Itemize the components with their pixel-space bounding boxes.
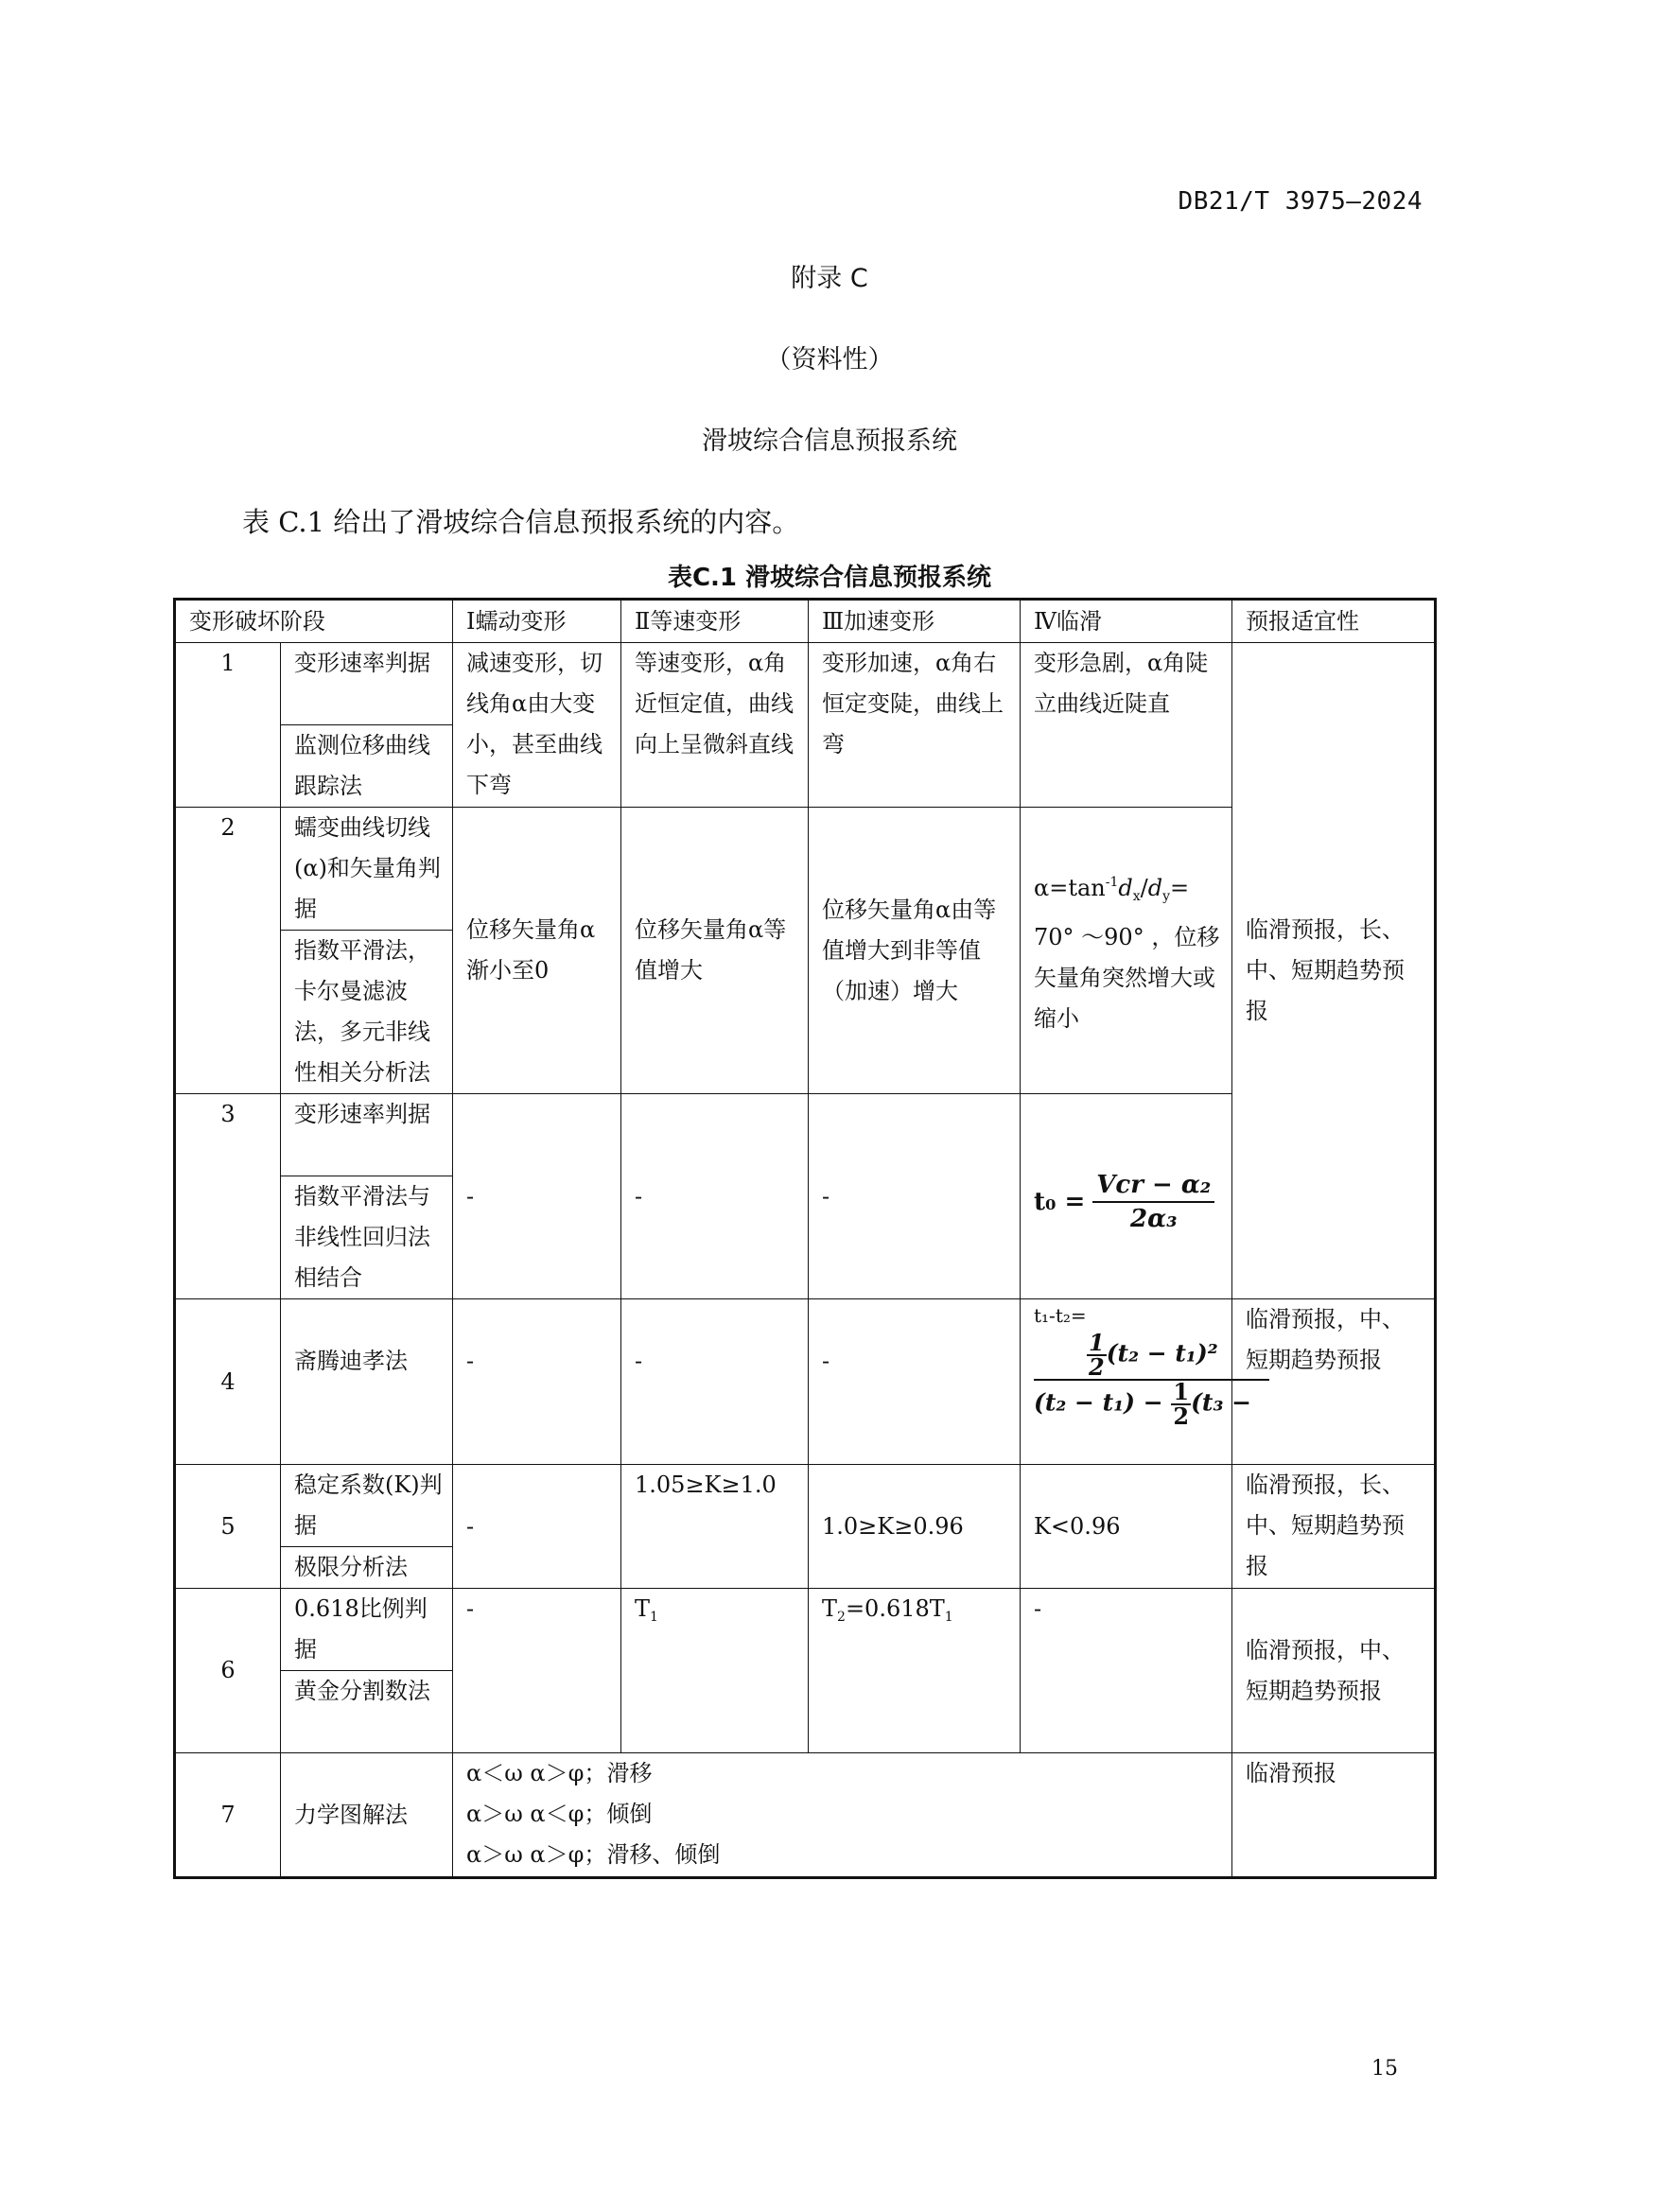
t2-symbol: T: [822, 1595, 838, 1622]
half-one: 1: [1089, 1329, 1105, 1356]
stage4-cell: 变形急剧，α角陡立曲线近陡直: [1021, 643, 1232, 808]
ratio-text: =0.618T: [845, 1595, 945, 1622]
criterion-cell: 变形速率判据: [281, 1094, 453, 1176]
t1-symbol: T: [635, 1595, 651, 1622]
criterion-cell: 蠕变曲线切线(α)和矢量角判据: [281, 808, 453, 931]
method-cell: 极限分析法: [281, 1547, 453, 1589]
formula-eq: =: [1170, 874, 1190, 901]
row-number: 6: [175, 1589, 281, 1753]
appendix-title: 附录 C: [791, 264, 868, 293]
appendix-subject: 滑坡综合信息预报系统: [702, 427, 957, 456]
row-number: 5: [175, 1465, 281, 1589]
formula-bottom-a: (t₂ − t₁) −: [1034, 1388, 1163, 1417]
formula-sub: x: [1132, 888, 1141, 904]
formula-dx: d: [1118, 874, 1133, 901]
stage1-cell: 减速变形，切线角α由大变小，甚至曲线下弯: [453, 643, 621, 808]
condition-line: α＞ω α＞φ；滑移、倾倒: [466, 1841, 721, 1868]
half-two: 2: [1089, 1353, 1105, 1381]
half-fraction: [1171, 1378, 1191, 1430]
row-number: 3: [175, 1094, 281, 1299]
stage1-cell: 位移矢量角α渐小至0: [453, 808, 621, 1094]
stage3-cell: [809, 1589, 1021, 1753]
stage2-cell: -: [621, 1299, 809, 1465]
method-cell: 黄金分割数法: [281, 1671, 453, 1753]
table-row: [175, 1465, 1436, 1547]
header-constant: Ⅱ等速变形: [621, 600, 809, 643]
table-caption: 表C.1 滑坡综合信息预报系统: [667, 564, 992, 592]
formula-lhs: t₀ =: [1034, 1187, 1086, 1216]
suitability-cell: 临滑预报，长、中、短期趋势预报: [1232, 643, 1436, 1299]
saito-formula-cell: [1021, 1299, 1252, 1465]
method-cell: 力学图解法: [281, 1753, 453, 1878]
header-creep: Ⅰ蠕动变形: [453, 600, 621, 643]
formula-slash: /: [1140, 874, 1148, 901]
t1-subscript: 1: [944, 1610, 953, 1625]
stage1-cell: -: [453, 1299, 621, 1465]
formula-top: [1034, 1329, 1231, 1381]
t1-subscript: 1: [650, 1610, 658, 1625]
formula-label: t₁-t₂=: [1034, 1304, 1087, 1327]
page-number: 15: [1371, 2057, 1398, 2081]
stage2-cell: -: [621, 1094, 809, 1299]
method-cell: 指数平滑法，卡尔曼滤波法，多元非线性相关分析法: [281, 931, 453, 1094]
formula-bottom-b: (t₃ −: [1191, 1388, 1252, 1417]
table-header-row: [175, 600, 1436, 643]
method-cell: 斋腾迪孝法: [281, 1299, 453, 1465]
row-number: 1: [175, 643, 281, 808]
method-cell: 监测位移曲线跟踪法: [281, 725, 453, 808]
stage3-cell: -: [809, 1299, 1021, 1465]
half-fraction: [1087, 1329, 1107, 1381]
intro-paragraph: 表 C.1 给出了滑坡综合信息预报系统的内容。: [242, 506, 800, 538]
criterion-cell: 变形速率判据: [281, 643, 453, 725]
criterion-cell: 稳定系数(K)判据: [281, 1465, 453, 1547]
stage2-cell: [621, 1589, 809, 1753]
stage1-cell: -: [453, 1465, 621, 1589]
table-row: [175, 1299, 1436, 1465]
header-accelerate: Ⅲ加速变形: [809, 600, 1021, 643]
condition-line: α＞ω α＜φ；倾倒: [466, 1801, 653, 1827]
formula-bottom: [1034, 1379, 1269, 1428]
formula-alpha: α=tan: [1034, 874, 1106, 901]
header-suitability: 预报适宜性: [1232, 600, 1436, 643]
row-number: 2: [175, 808, 281, 1094]
suitability-cell: 临滑预报，长、中、短期趋势预报: [1232, 1465, 1436, 1589]
formula-denominator: 2α₃: [1129, 1205, 1178, 1233]
stage4-cell: K<0.96: [1021, 1465, 1232, 1589]
saito-formula: [1034, 1329, 1252, 1430]
condition-line: α＜ω α＞φ；滑移: [466, 1760, 653, 1786]
appendix-nature: （资料性）: [765, 345, 894, 374]
stage1-cell: -: [453, 1589, 621, 1753]
formula-numerator: Vcr − α₂: [1092, 1169, 1214, 1203]
header-imminent: Ⅳ临滑: [1021, 600, 1232, 643]
forecast-system-table: [173, 598, 1437, 1879]
row-number: 7: [175, 1753, 281, 1878]
formula-sub: y: [1162, 888, 1171, 904]
criterion-cell: 0.618比例判据: [281, 1589, 453, 1671]
half-two: 2: [1173, 1402, 1190, 1430]
suitability-cell: 临滑预报，中、短期趋势预报: [1232, 1299, 1436, 1465]
graphical-conditions-cell: [453, 1753, 1232, 1878]
stage1-cell: -: [453, 1094, 621, 1299]
stage3-cell: -: [809, 1094, 1021, 1299]
formula-dy: d: [1147, 874, 1163, 901]
formula-fraction: [1092, 1169, 1214, 1235]
formula-top-expr: (t₂ − t₁)²: [1106, 1339, 1218, 1367]
stage4-cell: [1021, 808, 1232, 1094]
t0-formula-cell: [1021, 1094, 1232, 1299]
stage2-cell: 等速变形，α角近恒定值，曲线向上呈微斜直线: [621, 643, 809, 808]
stage4-cell: -: [1021, 1589, 1232, 1753]
formula-rest: 70° ～90° ，位移矢量角突然增大或缩小: [1034, 923, 1220, 1032]
table-row: [175, 1753, 1436, 1878]
t2-subscript: 2: [837, 1610, 846, 1625]
header-stage: 变形破坏阶段: [175, 600, 453, 643]
t0-formula: [1034, 1169, 1224, 1235]
table-row: [175, 643, 1436, 725]
table-row: [175, 1589, 1436, 1671]
suitability-cell: 临滑预报: [1232, 1753, 1436, 1878]
stage3-cell: 变形加速，α角右恒定变陡，曲线上弯: [809, 643, 1021, 808]
formula-sup: -1: [1105, 874, 1119, 890]
row-number: 4: [175, 1299, 281, 1465]
stage2-cell: 位移矢量角α等值增大: [621, 808, 809, 1094]
stage3-cell: 1.0≥K≥0.96: [809, 1465, 1021, 1589]
stage2-cell: 1.05≥K≥1.0: [621, 1465, 809, 1589]
standard-code: DB21/T 3975—2024: [1178, 187, 1423, 216]
method-cell: 指数平滑法与非线性回归法相结合: [281, 1176, 453, 1299]
half-one: 1: [1173, 1378, 1190, 1405]
suitability-cell: 临滑预报，中、短期趋势预报: [1232, 1589, 1436, 1753]
stage3-cell: 位移矢量角α由等值增大到非等值（加速）增大: [809, 808, 1021, 1094]
